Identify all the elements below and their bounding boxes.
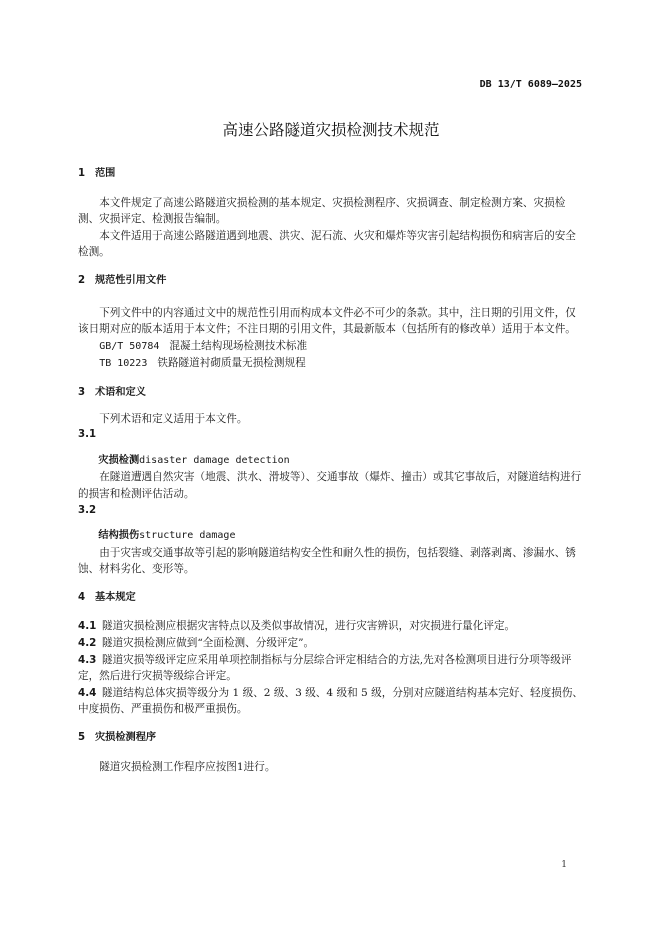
reference-title: 混凝土结构现场检测技术标准 (169, 339, 308, 352)
reference-item (78, 355, 584, 373)
clause-item (78, 685, 584, 718)
term-definition: 在隧道遭遇自然灾害（地震、洪水、滑坡等）、交通事故（爆炸、撞击）或其它事故后，对隧道结构进行的损害和检测评估活动。 (78, 471, 582, 500)
reference-code: TB 10223 (99, 358, 148, 370)
term-name (78, 453, 584, 470)
section-title: 规范性引用文件 (95, 274, 167, 286)
term-name-en: disaster damage detection (139, 454, 290, 466)
clause-item (78, 652, 584, 685)
section-title: 范围 (95, 168, 116, 179)
term-number: 3.1 (78, 429, 97, 441)
scope-paragraph-1: 本文件规定了高速公路隧道灾损检测的基本规定、灾损检测程序、灾损调查、制定检测方案、灾损检测、灾损评定、检测报告编制。 (78, 196, 566, 226)
section-number: 2 (78, 274, 86, 286)
clause-text: 隧道灾损检测应做到“全面检测、分级评定”。 (102, 637, 315, 650)
standard-code: DB 13/T 6089—2025 (479, 79, 582, 90)
section-heading-terms (78, 385, 584, 402)
section-number: 5 (78, 732, 86, 744)
clause-text: 隧道灾损等级评定应采用单项控制指标与分层综合评定相结合的方法,先对各检测项目进行分项等级评定，然后进行灾损等级综合评定。 (78, 653, 572, 683)
term-name-zh: 灾损检测 (98, 454, 140, 466)
section-heading-procedure (78, 730, 584, 747)
section-heading-references (78, 273, 584, 290)
clause-number: 4.4 (78, 686, 97, 699)
document-body (78, 166, 584, 775)
page-number: 1 (561, 860, 567, 870)
section-number: 3 (78, 386, 86, 398)
clause-text: 隧道结构总体灾损等级分为 1 级、2 级、3 级、4 级和 5 级，分别对应隧道结构基本完好、轻度损伤、中度损伤、严重损伤和极严重损伤。 (78, 686, 584, 716)
reference-item (78, 338, 584, 356)
reference-code: GB/T 50784 (99, 340, 160, 352)
section-number: 4 (78, 591, 86, 603)
clause-number: 4.3 (78, 653, 97, 666)
section-heading-basic (78, 590, 584, 607)
clause-item (78, 635, 584, 652)
references-intro: 下列文件中的内容通过文中的规范性引用而构成本文件必不可少的条款。其中，注日期的引用文件，仅该日期对应的版本适用于本文件；不注日期的引用文件，其最新版本（包括所有的修改单）适用于本文件。 (78, 306, 576, 336)
clause-number: 4.2 (78, 637, 97, 650)
clause-item (78, 618, 584, 635)
scope-paragraph-2: 本文件适用于高速公路隧道遇到地震、洪灾、泥石流、火灾和爆炸等灾害引起结构损伤和病害后的安全检测。 (78, 229, 576, 259)
document-title: 高速公路隧道灾损检测技术规范 (222, 121, 440, 139)
term-definition: 由于灾害或交通事故等引起的影响隧道结构安全性和耐久性的损伤，包括裂缝、剥落剥离、渗漏水、锈蚀、材料劣化、变形等。 (78, 546, 576, 576)
clause-text: 隧道灾损检测应根据灾害特点以及类似事故情况，进行灾害辨识，对灾损进行量化评定。 (102, 620, 516, 633)
term-name-zh: 结构损伤 (98, 530, 140, 542)
section-title: 灾损检测程序 (95, 732, 157, 744)
section-number: 1 (78, 168, 86, 179)
term-name (78, 528, 584, 545)
term-number: 3.2 (78, 504, 97, 516)
clause-number: 4.1 (78, 620, 97, 633)
section-title: 术语和定义 (95, 386, 146, 398)
terms-intro: 下列术语和定义适用于本文件。 (99, 412, 248, 425)
section-title: 基本规定 (95, 591, 136, 603)
reference-title: 铁路隧道衬砌质量无损检测规程 (157, 357, 306, 370)
section-heading-scope (78, 166, 584, 183)
term-name-en: structure damage (139, 530, 236, 542)
procedure-text: 隧道灾损检测工作程序应按图1进行。 (99, 760, 276, 773)
